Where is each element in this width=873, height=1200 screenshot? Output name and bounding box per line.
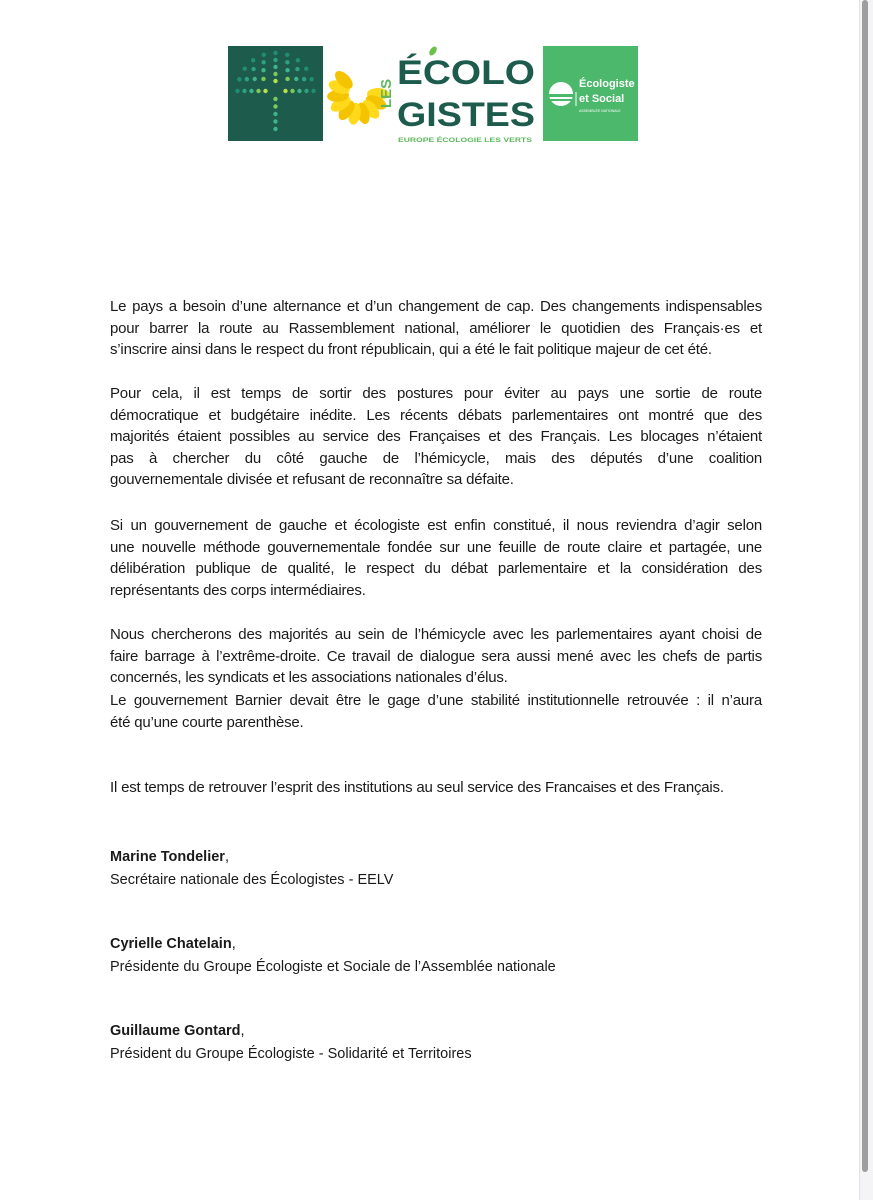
- ecologiste-et-social-logo: [543, 46, 638, 141]
- logo-gistes-text: GISTES: [397, 96, 535, 134]
- signatory: Guillaume Gontard,: [110, 1023, 245, 1039]
- paragraph-line: Pour cela, il est temps de sortir des postures pour éviter au pays une sortie de route: [110, 385, 762, 402]
- paragraph-line: une nouvelle méthode gouvernementale fondée sur une feuille de route claire et partagée, une: [110, 538, 762, 556]
- paragraph-line: Si un gouvernement de gauche et écologiste est enfin constitué, il nous reviendra d’agir selon: [110, 517, 762, 534]
- signatory-name: Cyrielle Chatelain: [110, 936, 232, 952]
- vertical-scrollbar[interactable]: [859, 0, 873, 1200]
- paragraph-line: démocratique et budgétaire inédite. Les récents débats parlementaires ont montré que des: [110, 406, 762, 424]
- paragraph-line: Il est temps de retrouver l’esprit des institutions au seul service des Francaises et des Français.: [110, 779, 724, 796]
- logo3-line1: Écologiste: [579, 78, 635, 90]
- body-paragraph: [110, 383, 762, 491]
- body-paragraph: [110, 690, 762, 733]
- signatory-name: Marine Tondelier: [110, 849, 225, 865]
- body-paragraph: [110, 296, 762, 361]
- paragraph-line: Le pays a besoin d’une alternance et d’un changement de cap. Des changements indispensables: [110, 298, 762, 315]
- paragraph-line: s’inscrire ainsi dans le respect du front républicain, qui a été le fait politique majeur de cet été.: [110, 341, 712, 359]
- paragraph-line: faire barrage à l’extrême-droite. Ce travail de dialogue sera aussi mené avec les chefs de partis: [110, 647, 762, 665]
- logo-subtitle: EUROPE ÉCOLOGIE LES VERTS: [398, 137, 500, 144]
- signatory: Cyrielle Chatelain,: [110, 936, 236, 952]
- paragraph-line: pas à chercher du côté gauche de l’hémicycle, mais des députés d’une coalition: [110, 449, 762, 467]
- body-paragraph: [110, 515, 762, 601]
- logo-banner: [228, 46, 638, 144]
- paragraph-line: Le gouvernement Barnier devait être le gage d’une stabilité institutionnelle retrouvée : il n’aura: [110, 692, 762, 709]
- body-paragraph: [110, 777, 762, 799]
- paragraph-line: été qu’une courte parenthèse.: [110, 713, 304, 731]
- scrollbar-thumb[interactable]: [862, 0, 868, 1172]
- paragraph-line: concernés, les syndicats et les associations nationales d’élus.: [110, 669, 508, 687]
- signatory-title: Présidente du Groupe Écologiste et Sociale de l’Assemblée nationale: [110, 959, 556, 975]
- paragraph-line: majorités étaient possibles au service des Françaises et des Français. Les blocages n’étaient: [110, 428, 762, 446]
- signatory-title: Président du Groupe Écologiste - Solidarité et Territoires: [110, 1046, 472, 1062]
- signatory-name: Guillaume Gontard: [110, 1023, 241, 1039]
- paragraph-line: pour barrer la route au Rassemblement national, améliorer le quotidien des Français·es et: [110, 319, 762, 337]
- hemicycle-logo: [228, 46, 323, 141]
- body-paragraph: [110, 624, 762, 689]
- logo3-line2: et Social: [579, 93, 625, 105]
- signature-block: [110, 1020, 472, 1066]
- signature-block: [110, 933, 556, 979]
- paragraph-line: délibération publique de qualité, le respect du débat parlementaire et la considération des: [110, 560, 762, 578]
- paragraph-line: représentants des corps intermédiaires.: [110, 581, 366, 599]
- les-ecologistes-logo: [323, 46, 543, 144]
- logo3-subtitle: ASSEMBLÉE NATIONALE: [579, 109, 621, 113]
- logo-ecolo-text: ÉCOLO: [397, 54, 535, 92]
- signatory: Marine Tondelier,: [110, 849, 229, 865]
- paragraph-line: gouvernementale divisée et refusant de reconnaître sa défaite.: [110, 471, 514, 489]
- signatory-title: Secrétaire nationale des Écologistes - EELV: [110, 872, 394, 888]
- logo-les-text: LES: [378, 78, 395, 108]
- paragraph-line: Nous chercherons des majorités au sein de l’hémicycle avec les parlementaires ayant choisi de: [110, 626, 762, 643]
- signature-block: [110, 846, 393, 892]
